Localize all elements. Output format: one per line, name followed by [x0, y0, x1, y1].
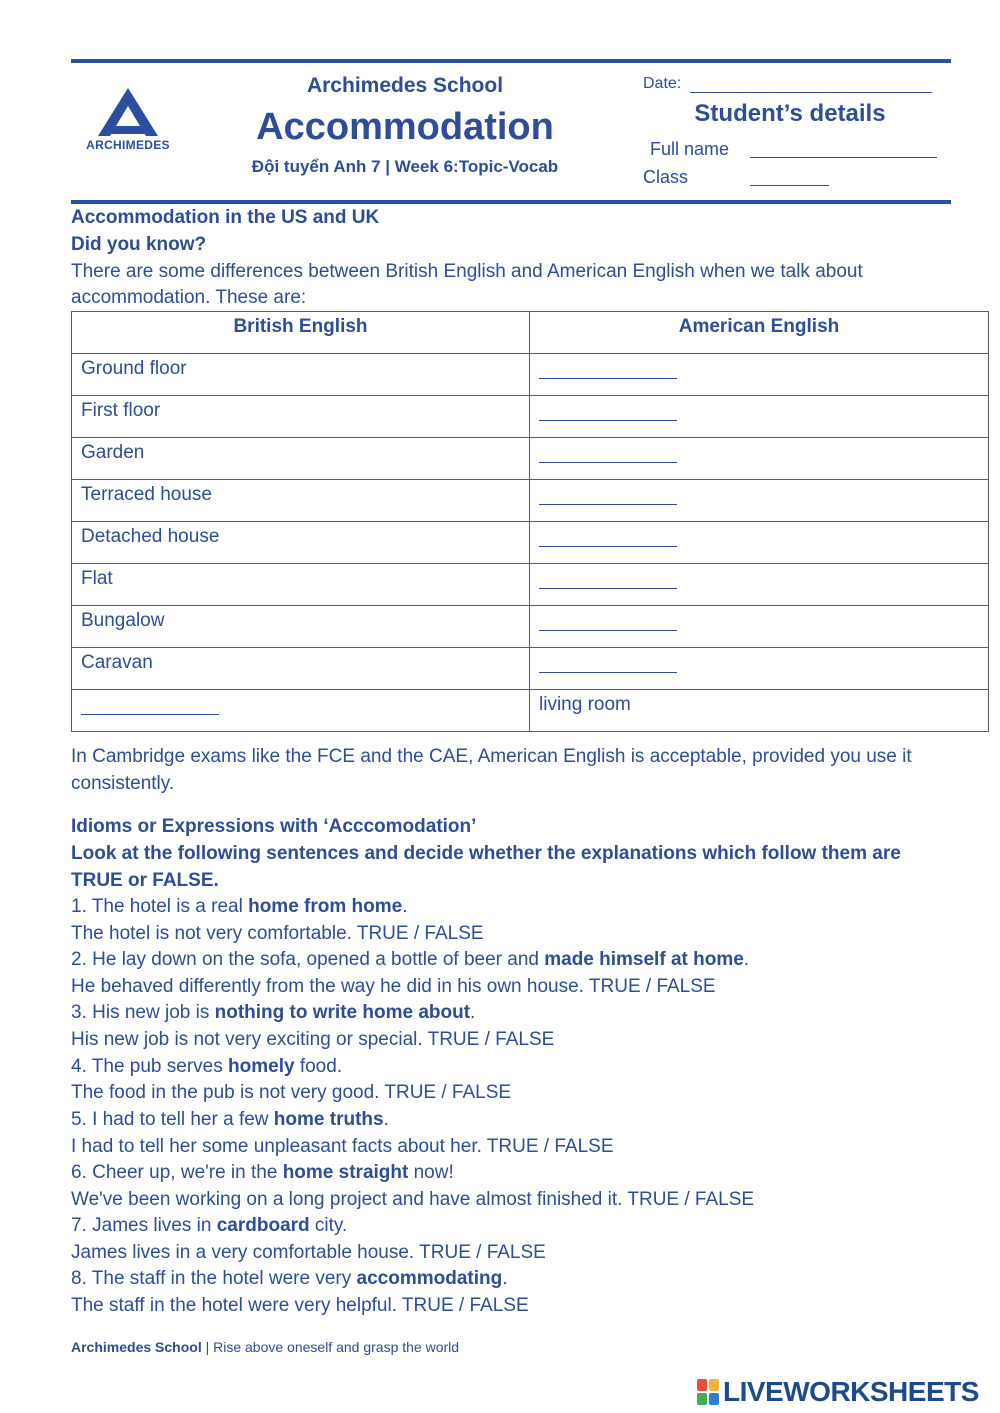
idiom-sentence: 1. The hotel is a real home from home.: [71, 896, 408, 917]
full-name-label: Full name: [650, 139, 730, 159]
liveworksheets-logo-icon: [697, 1379, 719, 1405]
vocab-table: [71, 311, 989, 732]
class-label: Class: [643, 167, 689, 187]
page-title: Accommodation: [256, 106, 554, 148]
answer-blank[interactable]: [539, 442, 677, 463]
column-header-british: British English: [72, 312, 530, 354]
table-row: [72, 438, 989, 480]
american-term: living room: [530, 690, 989, 732]
american-answer-cell: [530, 480, 989, 522]
idiom-phrase: homely: [228, 1056, 295, 1077]
idiom-phrase: home straight: [282, 1162, 409, 1183]
british-term: Garden: [72, 438, 530, 480]
idiom-explanation[interactable]: The food in the pub is not very good. TRUE / FALSE: [71, 1082, 512, 1103]
table-row: [72, 564, 989, 606]
british-term: Terraced house: [72, 480, 530, 522]
section2-heading: Idioms or Expressions with ‘Acccomodation’: [71, 816, 477, 837]
date-field[interactable]: [690, 92, 932, 93]
student-details-title: Student’s details: [694, 100, 886, 127]
idiom-sentence: 2. He lay down on the sofa, opened a bottle of beer and made himself at home.: [71, 949, 750, 970]
table-row: [72, 354, 989, 396]
intro-line-2: accommodation. These are:: [71, 287, 307, 308]
british-term: Bungalow: [72, 606, 530, 648]
page-subtitle: Đội tuyển Anh 7 | Week 6:Topic-Vocab: [251, 157, 559, 176]
answer-blank[interactable]: [539, 358, 677, 379]
table-row: [72, 480, 989, 522]
idiom-explanation[interactable]: The hotel is not very comfortable. TRUE / FALSE: [71, 923, 484, 944]
answer-blank[interactable]: [539, 400, 677, 421]
header-bottom-rule: [71, 200, 951, 204]
idiom-phrase: accommodating: [356, 1268, 503, 1289]
table-row: [72, 648, 989, 690]
instruction-line-2: TRUE or FALSE.: [71, 870, 219, 891]
did-you-know: Did you know?: [71, 234, 207, 255]
table-row: [72, 690, 989, 732]
idiom-explanation[interactable]: He behaved differently from the way he did in his own house. TRUE / FALSE: [71, 976, 716, 997]
idiom-sentence: 4. The pub serves homely food.: [71, 1056, 343, 1077]
idiom-explanation[interactable]: I had to tell her some unpleasant facts about her. TRUE / FALSE: [71, 1136, 614, 1157]
table-row: [72, 396, 989, 438]
idiom-sentence: 5. I had to tell her a few home truths.: [71, 1109, 389, 1130]
idiom-explanation[interactable]: His new job is not very exciting or special. TRUE / FALSE: [71, 1029, 555, 1050]
american-answer-cell: [530, 438, 989, 480]
note-line-2: consistently.: [71, 773, 175, 794]
american-answer-cell: [530, 606, 989, 648]
american-answer-cell: [530, 564, 989, 606]
american-answer-cell: [530, 648, 989, 690]
liveworksheets-text: LIVEWORKSHEETS: [723, 1376, 979, 1407]
british-term: First floor: [72, 396, 530, 438]
answer-blank[interactable]: [81, 694, 219, 715]
table-header-row: [72, 312, 989, 354]
table-row: [72, 522, 989, 564]
date-label: Date:: [643, 75, 682, 92]
idiom-phrase: home truths: [273, 1109, 384, 1130]
footer-tagline: | Rise above oneself and grasp the world: [201, 1339, 460, 1355]
american-answer-cell: [530, 396, 989, 438]
answer-blank[interactable]: [539, 652, 677, 673]
american-answer-cell: [530, 522, 989, 564]
full-name-field[interactable]: [750, 157, 937, 158]
idiom-sentence: 3. His new job is nothing to write home about.: [71, 1002, 476, 1023]
header-top-rule: [71, 59, 951, 63]
idiom-sentence: 8. The staff in the hotel were very accommodating.: [71, 1268, 508, 1289]
answer-blank[interactable]: [539, 610, 677, 631]
idiom-sentence: 6. Cheer up, we're in the home straight now!: [71, 1162, 454, 1183]
idiom-phrase: made himself at home: [544, 949, 744, 970]
idiom-explanation[interactable]: The staff in the hotel were very helpful. TRUE / FALSE: [71, 1295, 529, 1316]
school-name: Archimedes School: [306, 74, 504, 97]
british-term: Detached house: [72, 522, 530, 564]
answer-blank[interactable]: [539, 568, 677, 589]
note-line-1: In Cambridge exams like the FCE and the CAE, American English is acceptable, provided you use it: [71, 746, 912, 767]
british-term: Ground floor: [72, 354, 530, 396]
intro-line-1: There are some differences between British English and American English when we talk about: [71, 261, 863, 282]
answer-blank[interactable]: [539, 484, 677, 505]
american-answer-cell: [530, 354, 989, 396]
idiom-phrase: cardboard: [216, 1215, 310, 1236]
british-answer-cell: [72, 690, 530, 732]
instruction-line-1: Look at the following sentences and decide whether the explanations which follow them are: [71, 843, 901, 864]
idiom-sentence: 7. James lives in cardboard city.: [71, 1215, 348, 1236]
idiom-phrase: nothing to write home about: [214, 1002, 471, 1023]
column-header-american: American English: [530, 312, 989, 354]
idiom-explanation[interactable]: James lives in a very comfortable house. TRUE / FALSE: [71, 1242, 546, 1263]
british-term: Caravan: [72, 648, 530, 690]
answer-blank[interactable]: [539, 526, 677, 547]
section1-heading: Accommodation in the US and UK: [71, 207, 380, 228]
page-footer: [71, 1339, 459, 1355]
idiom-explanation[interactable]: We've been working on a long project and have almost finished it. TRUE / FALSE: [71, 1189, 755, 1210]
liveworksheets-watermark: [697, 1374, 979, 1410]
class-field[interactable]: [750, 185, 829, 186]
british-term: Flat: [72, 564, 530, 606]
footer-school: Archimedes School: [71, 1339, 202, 1355]
table-row: [72, 606, 989, 648]
logo-text: ARCHIMEDES: [86, 138, 170, 152]
idiom-phrase: home from home: [248, 896, 403, 917]
